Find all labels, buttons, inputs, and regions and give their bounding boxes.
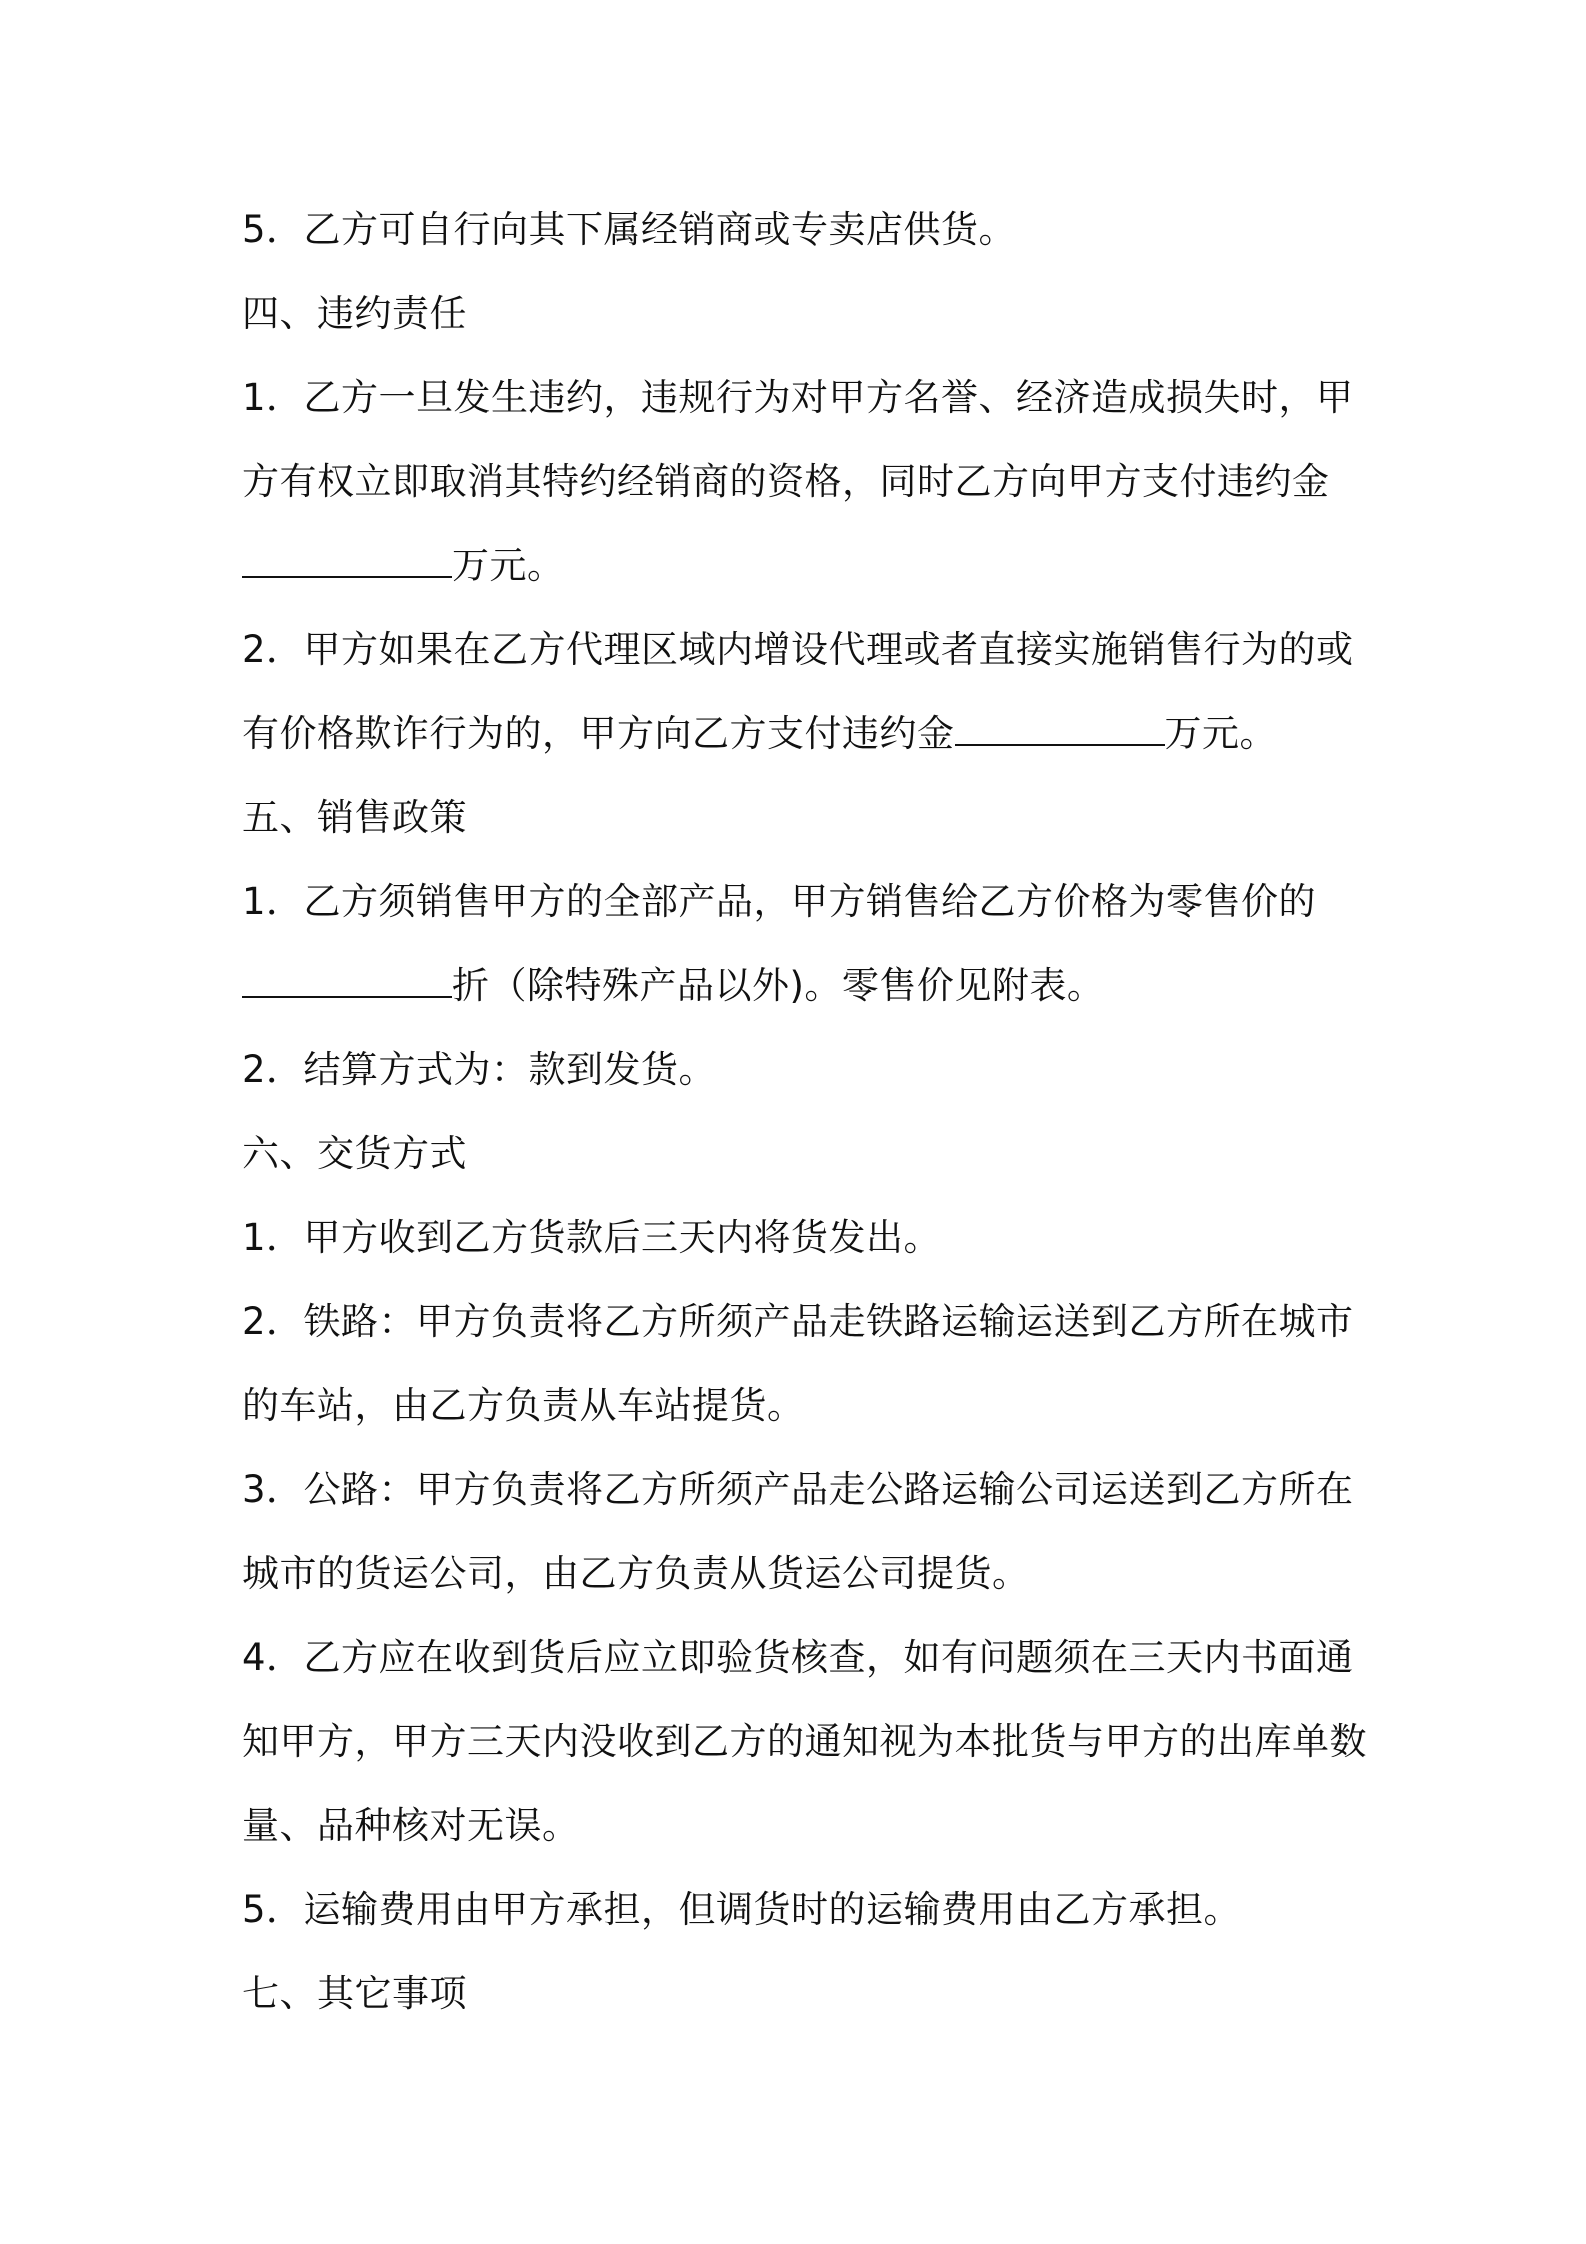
clause-3-5: 5．乙方可自行向其下属经销商或专卖店供货。 [242, 208, 1017, 251]
clause-4-2-line-2 [242, 704, 1350, 788]
clause-4-1-line-1: 1．乙方一旦发生违约，违规行为对甲方名誉、经济造成损失时，甲 [242, 376, 1354, 419]
clause-5-2: 2．结算方式为：款到发货。 [242, 1048, 717, 1091]
clause-5-1-line-1: 1．乙方须销售甲方的全部产品，甲方销售给乙方价格为零售价的 [242, 880, 1317, 923]
clause-6-4-line-1: 4．乙方应在收到货后应立即验货核查，如有问题须在三天内书面通 [242, 1636, 1354, 1679]
text-after-blank: 万元。 [452, 544, 565, 587]
text-after-blank: 折（除特殊产品以外)。零售价见附表。 [452, 964, 1105, 1007]
clause-4-2-line-1: 2．甲方如果在乙方代理区域内增设代理或者直接实施销售行为的或 [242, 628, 1354, 671]
clause-6-4-line-3: 量、品种核对无误。 [242, 1804, 580, 1847]
fill-in-blank [242, 536, 452, 578]
text-after-blank: 万元。 [1164, 712, 1277, 755]
clause-6-5: 5．运输费用由甲方承担，但调货时的运输费用由乙方承担。 [242, 1888, 1242, 1931]
fill-in-blank [955, 704, 1165, 746]
text-before-blank: 有价格欺诈行为的，甲方向乙方支付违约金 [242, 712, 955, 755]
section-heading-5: 五、销售政策 [242, 796, 467, 839]
clause-6-3-line-2: 城市的货运公司，由乙方负责从货运公司提货。 [242, 1552, 1030, 1595]
clause-4-1-line-3 [242, 536, 1350, 620]
section-heading-7: 七、其它事项 [242, 1972, 467, 2015]
clause-6-3-line-1: 3．公路：甲方负责将乙方所须产品走公路运输公司运送到乙方所在 [242, 1468, 1354, 1511]
clause-5-1-line-2 [242, 956, 1350, 1040]
section-heading-4: 四、违约责任 [242, 292, 467, 335]
fill-in-blank [242, 956, 452, 998]
clause-6-2-line-1: 2．铁路：甲方负责将乙方所须产品走铁路运输运送到乙方所在城市 [242, 1300, 1354, 1343]
clause-6-1: 1．甲方收到乙方货款后三天内将货发出。 [242, 1216, 942, 1259]
section-heading-6: 六、交货方式 [242, 1132, 467, 1175]
clause-4-1-line-2: 方有权立即取消其特约经销商的资格，同时乙方向甲方支付违约金 [242, 460, 1330, 503]
contract-body [242, 200, 1367, 2048]
clause-6-2-line-2: 的车站，由乙方负责从车站提货。 [242, 1384, 805, 1427]
clause-6-4-line-2: 知甲方，甲方三天内没收到乙方的通知视为本批货与甲方的出库单数 [242, 1720, 1367, 1763]
